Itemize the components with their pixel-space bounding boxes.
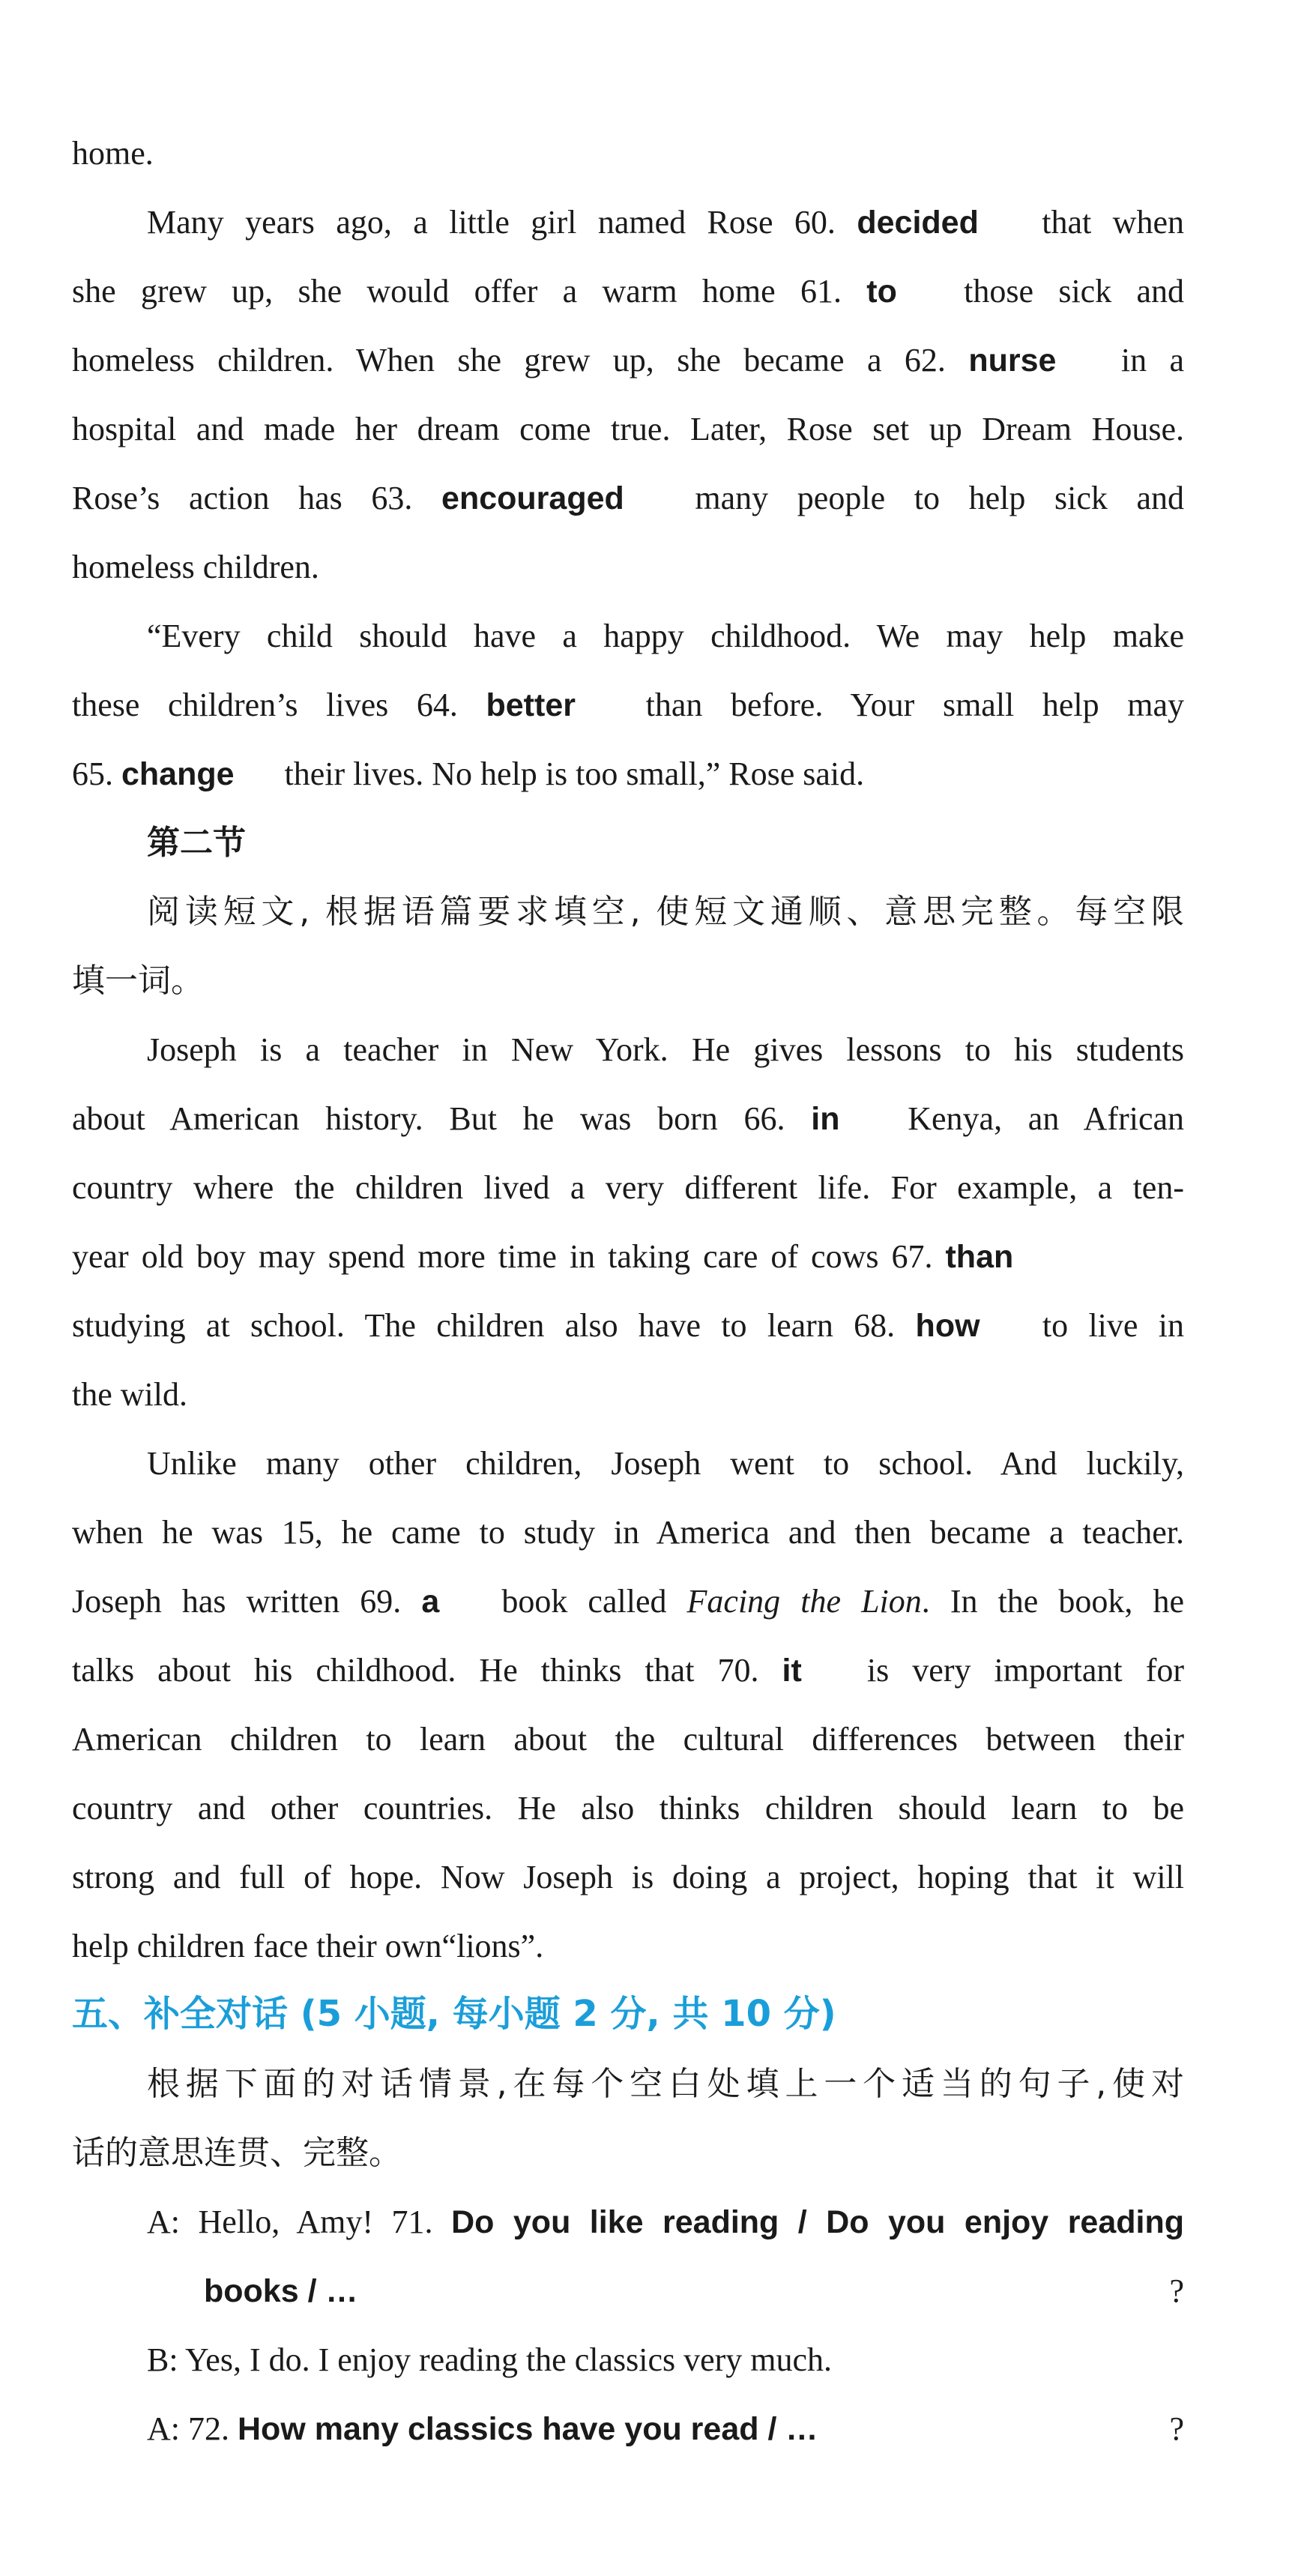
text-line: strong and full of hope. Now Joseph is doing a project, hoping that it will bbox=[72, 1859, 1184, 1895]
instructions: 填一词。 bbox=[72, 962, 204, 1000]
text-line: she grew up, she would offer a warm home 61. to those sick and bbox=[72, 273, 1185, 310]
text-line: Joseph is a teacher in New York. He gives lessons to his students bbox=[147, 1031, 1184, 1068]
answer-64: better bbox=[486, 687, 576, 723]
answer-65: change bbox=[121, 756, 235, 792]
text-line: help children face their own“lions”. bbox=[72, 1928, 544, 1964]
text-line: homeless children. bbox=[72, 549, 319, 585]
answer-61: to bbox=[866, 274, 897, 310]
answer-72: How many classics have you read / … bbox=[238, 2411, 818, 2447]
text-line: “Every child should have a happy childhood. We may help make bbox=[147, 618, 1184, 654]
question-mark: ? bbox=[1169, 2410, 1184, 2447]
question-mark: ? bbox=[1169, 2272, 1184, 2309]
answer-71-cont: books / … bbox=[204, 2273, 358, 2309]
text-line: home. bbox=[72, 135, 154, 172]
text-line: when he was 15, he came to study in America and then became a teacher. bbox=[72, 1514, 1184, 1551]
dialogue-line: A: 72. How many classics have you read / … ? bbox=[147, 2407, 1184, 2452]
dialogue-line: A: Hello, Amy! 71. Do you like reading / Do you enjoy reading bbox=[147, 2204, 1185, 2240]
dialogue-line bbox=[204, 2269, 1184, 2314]
section-heading: 五、补全对话 (5 小题, 每小题 2 分, 共 10 分) bbox=[72, 1993, 836, 2035]
answer-69: a bbox=[421, 1584, 440, 1620]
text-line: about American history. But he was born 66. in Kenya, an African bbox=[72, 1100, 1185, 1137]
text-line: homeless children. When she grew up, she became a 62. nurse in a bbox=[72, 342, 1184, 378]
text-line: country where the children lived a very different life. For example, a ten- bbox=[72, 1169, 1184, 1206]
book-title: Facing the Lion bbox=[686, 1583, 922, 1620]
text-line: Rose’s action has 63. encouraged many people to help sick and bbox=[72, 480, 1185, 516]
text-line: year old boy may spend more time in taking care of cows 67. than bbox=[72, 1238, 1014, 1275]
answer-68: how bbox=[915, 1308, 980, 1344]
answer-71: Do you like reading / Do you enjoy reading bbox=[451, 2204, 1185, 2240]
text-line: Joseph has written 69. a book called Facing the Lion. In the book, he bbox=[72, 1583, 1185, 1620]
answer-70: it bbox=[782, 1653, 802, 1689]
text-line: Unlike many other children, Joseph went to school. And luckily, bbox=[147, 1445, 1184, 1482]
text-line: American children to learn about the cultural differences between their bbox=[72, 1721, 1184, 1758]
text-line: Many years ago, a little girl named Rose 60. decided that when bbox=[147, 204, 1184, 241]
answer-66: in bbox=[811, 1101, 840, 1137]
text-line: 65. change their lives. No help is too small,” Rose said. bbox=[72, 755, 865, 792]
text-line: these children’s lives 64. better than before. Your small help may bbox=[72, 687, 1185, 723]
text-line: talks about his childhood. He thinks that 70. it is very important for bbox=[72, 1652, 1184, 1689]
instructions: 根据下面的对话情景,在每个空白处填上一个适当的句子,使对 bbox=[147, 2065, 1184, 2103]
dialogue-line: B: Yes, I do. I enjoy reading the classics very much. bbox=[147, 2341, 833, 2378]
instructions: 话的意思连贯、完整。 bbox=[72, 2134, 402, 2172]
instructions: 阅读短文, 根据语篇要求填空, 使短文通顺、意思完整。每空限 bbox=[147, 893, 1184, 931]
section-heading: 第二节 bbox=[147, 824, 246, 862]
text-line: the wild. bbox=[72, 1376, 187, 1413]
answer-67: than bbox=[945, 1239, 1014, 1275]
text-line: country and other countries. He also thinks children should learn to be bbox=[72, 1790, 1184, 1827]
text-line: hospital and made her dream come true. Later, Rose set up Dream House. bbox=[72, 411, 1184, 447]
answer-60: decided bbox=[857, 205, 979, 241]
answer-63: encouraged bbox=[441, 480, 624, 516]
text-line: studying at school. The children also have to learn 68. how to live in bbox=[72, 1307, 1185, 1344]
answer-62: nurse bbox=[968, 343, 1057, 378]
